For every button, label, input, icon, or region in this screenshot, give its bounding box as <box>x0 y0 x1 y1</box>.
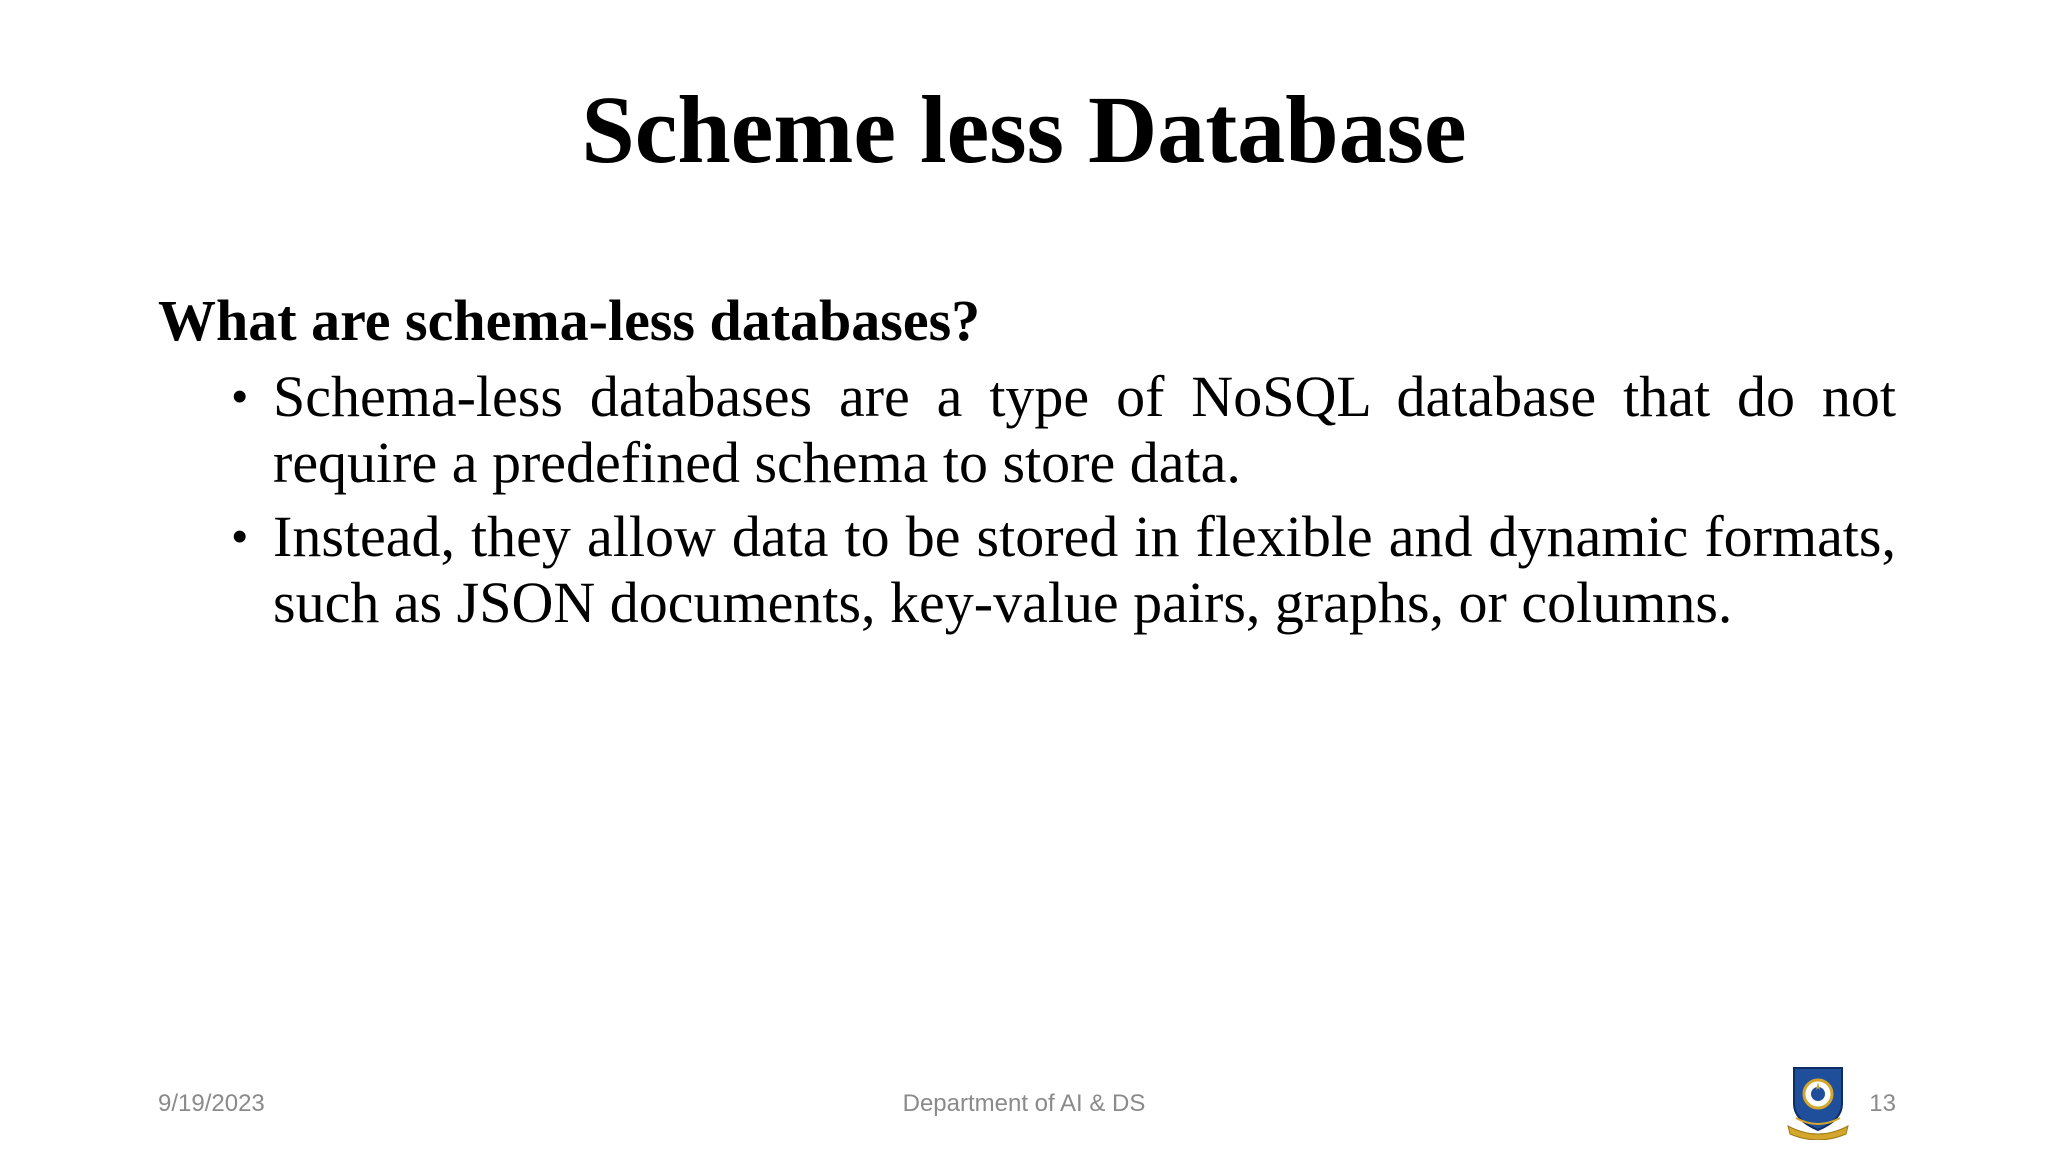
bullet-dot-icon: • <box>232 512 248 561</box>
slide-content <box>158 286 1896 636</box>
question-heading: What are schema-less databases? <box>158 288 981 353</box>
bullet-text: Instead, they allow data to be stored in flexible and dynamic formats, such as JSON documents, key-value pairs, graphs, or columns. <box>273 504 1896 635</box>
institution-emblem-icon <box>1786 1064 1850 1140</box>
footer-date: 9/19/2023 <box>158 1090 265 1117</box>
bullet-item <box>158 504 1896 636</box>
bullet-dot-icon: • <box>232 372 248 421</box>
footer-department: Department of AI & DS <box>902 1090 1146 1117</box>
page-number: 13 <box>1869 1090 1896 1117</box>
bullet-text: Schema-less databases are a type of NoSQL database that do not require a predefined schema to store data. <box>273 364 1896 495</box>
bullet-list <box>158 364 1896 636</box>
bullet-item <box>158 364 1896 496</box>
slide-title: Scheme less Database <box>581 76 1467 183</box>
